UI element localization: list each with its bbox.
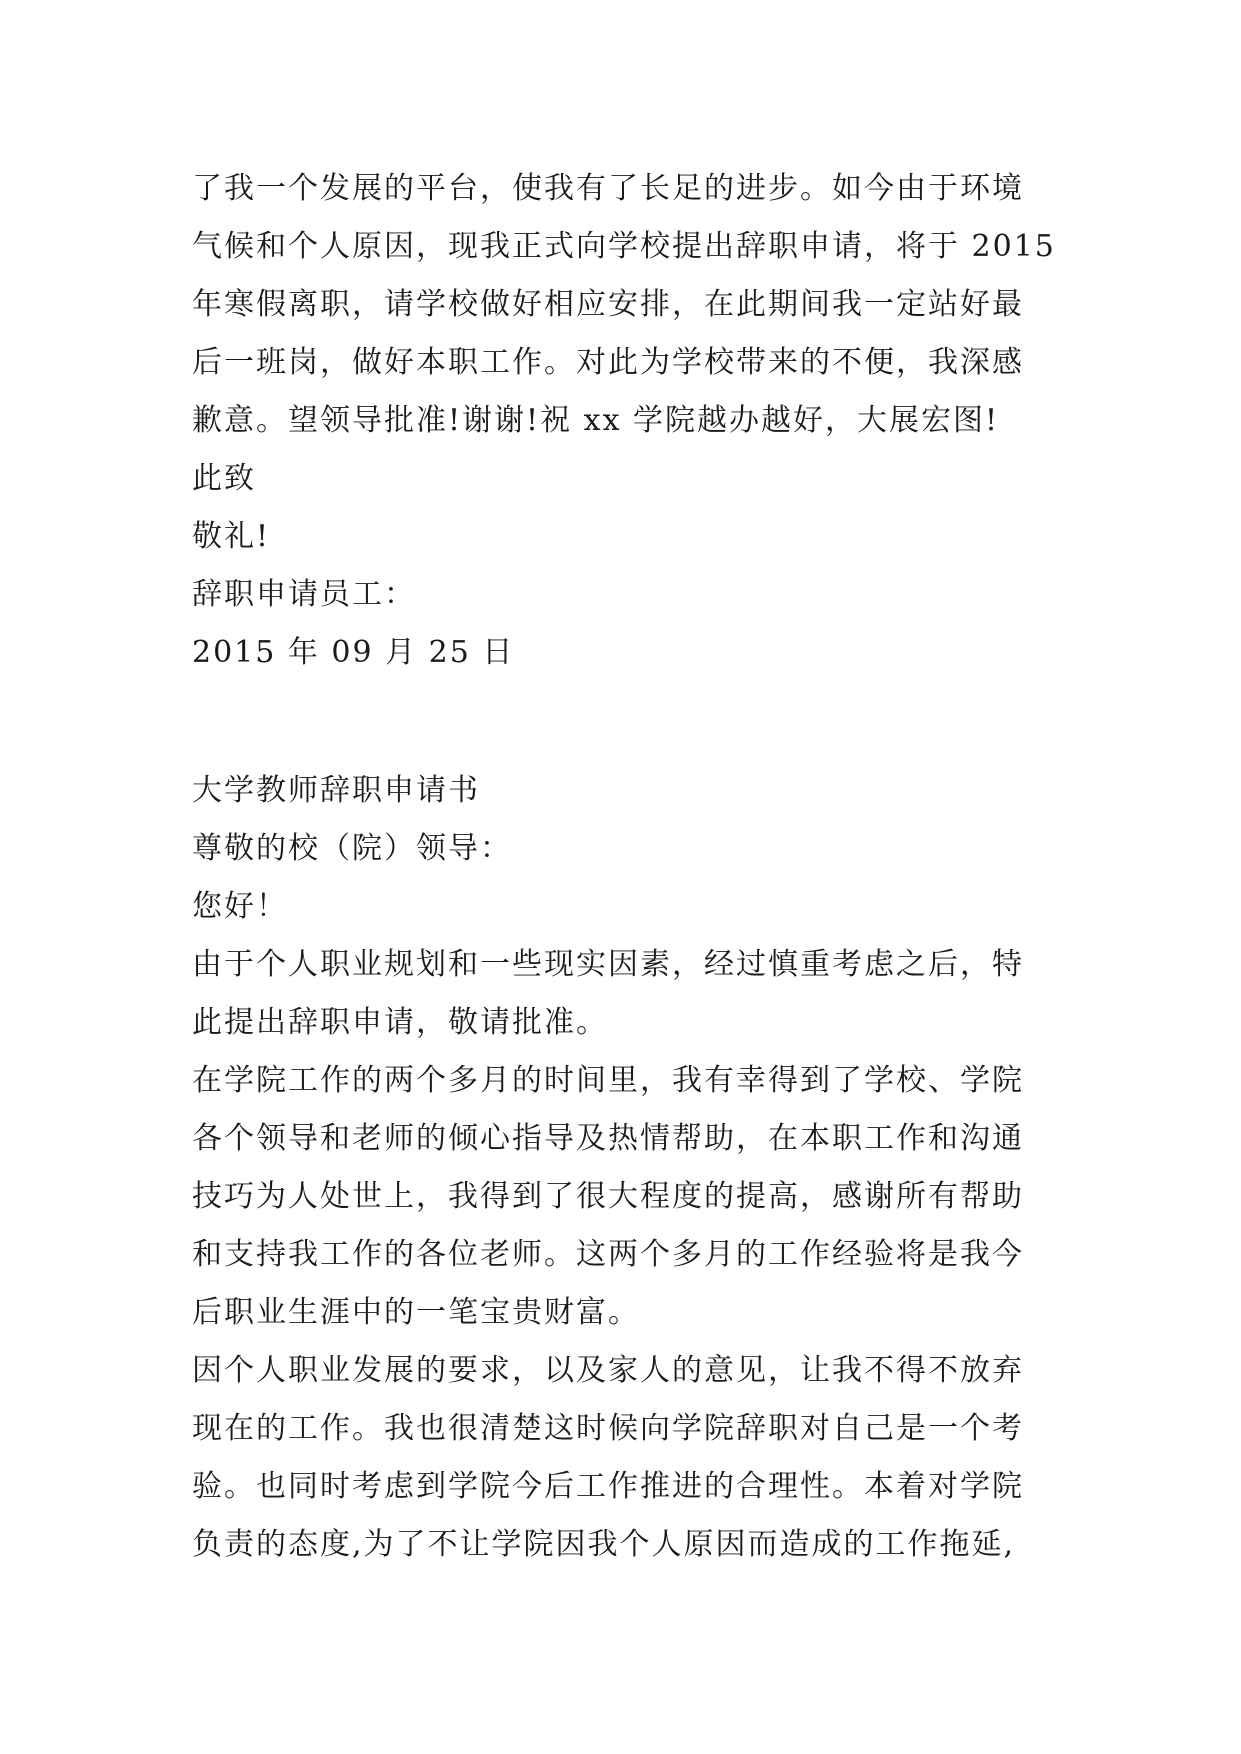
addressee-line: 尊敬的校（院）领导： bbox=[192, 831, 512, 866]
text-line: 后一班岗，做好本职工作。对此为学校带来的不便，我深感 bbox=[192, 345, 1024, 380]
text-line: 在学院工作的两个多月的时间里，我有幸得到了学校、学院 bbox=[192, 1063, 1024, 1098]
text-line: 此提出辞职申请，敬请批准。 bbox=[192, 1005, 608, 1040]
signature-line: 辞职申请员工： bbox=[192, 577, 416, 612]
greeting-line: 您好！ bbox=[192, 889, 288, 924]
text-line: 年寒假离职，请学校做好相应安排，在此期间我一定站好最 bbox=[192, 287, 1024, 322]
salutation-line: 敬礼! bbox=[192, 519, 271, 554]
text-line: 歉意。望领导批准!谢谢!祝 xx 学院越办越好，大展宏图! bbox=[192, 403, 1000, 438]
text-line: 验。也同时考虑到学院今后工作推进的合理性。本着对学院 bbox=[192, 1469, 1024, 1504]
text-line: 了我一个发展的平台，使我有了长足的进步。如今由于环境 bbox=[192, 171, 1024, 206]
text-line: 和支持我工作的各位老师。这两个多月的工作经验将是我今 bbox=[192, 1237, 1024, 1272]
text-line: 由于个人职业规划和一些现实因素，经过慎重考虑之后，特 bbox=[192, 947, 1024, 982]
section-gap bbox=[192, 682, 1058, 762]
text-line: 因个人职业发展的要求，以及家人的意见，让我不得不放弃 bbox=[192, 1353, 1024, 1388]
text-line: 气候和个人原因，现我正式向学校提出辞职申请，将于 2015 bbox=[192, 229, 1056, 264]
text-line: 现在的工作。我也很清楚这时候向学院辞职对自己是一个考 bbox=[192, 1411, 1024, 1446]
text-line: 后职业生涯中的一笔宝贵财富。 bbox=[192, 1295, 640, 1330]
document-page bbox=[192, 160, 1058, 1574]
letter-title: 大学教师辞职申请书 bbox=[192, 773, 480, 808]
date-line: 2015 年 09 月 25 日 bbox=[192, 635, 515, 670]
salutation-line: 此致 bbox=[192, 461, 256, 496]
text-line: 各个领导和老师的倾心指导及热情帮助，在本职工作和沟通 bbox=[192, 1121, 1024, 1156]
letter-closing-section bbox=[192, 160, 1058, 682]
text-line: 技巧为人处世上，我得到了很大程度的提高，感谢所有帮助 bbox=[192, 1179, 1024, 1214]
resignation-letter-section bbox=[192, 762, 1058, 1574]
text-line: 负责的态度,为了不让学院因我个人原因而造成的工作拖延, bbox=[192, 1527, 1016, 1562]
